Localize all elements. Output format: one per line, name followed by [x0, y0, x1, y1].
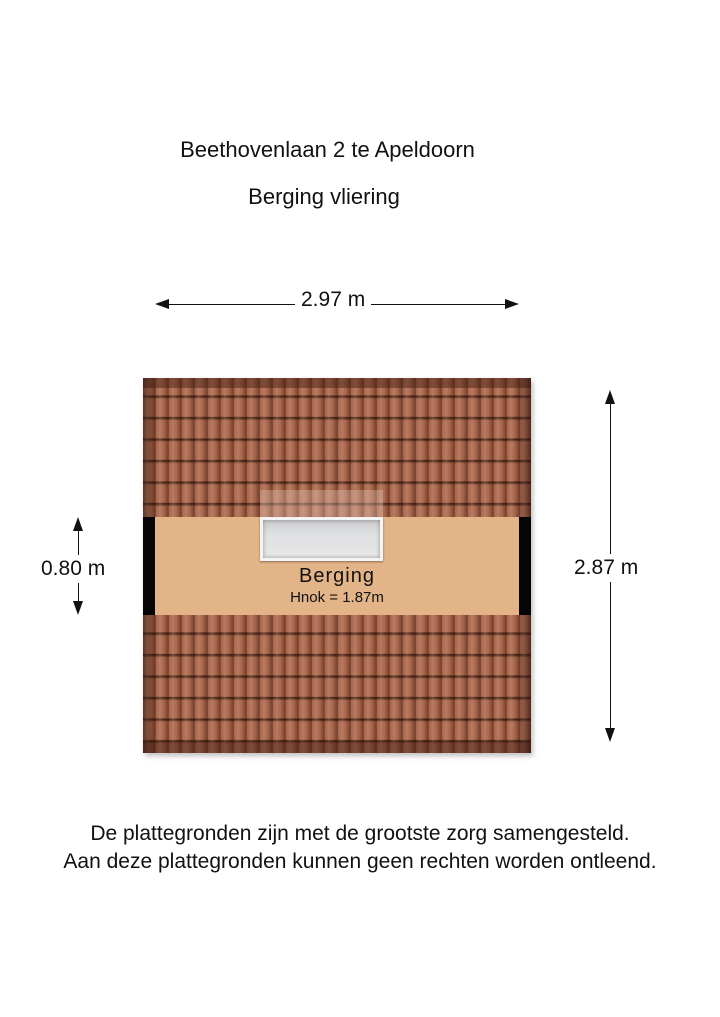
roof-edge-shade — [143, 615, 155, 753]
room-name-label: Berging — [299, 565, 375, 587]
property-address-title: Beethovenlaan 2 te Apeldoorn — [180, 137, 475, 162]
disclaimer-line-1: De plattegronden zijn met de grootste zorg samengesteld. — [90, 822, 630, 845]
arrow-down-icon — [605, 728, 615, 742]
floor-name-subtitle: Berging vliering — [248, 184, 400, 209]
disclaimer-line-2: Aan deze plattegronden kunnen geen rechten worden ontleend. — [63, 850, 657, 873]
roof-edge-shade — [143, 741, 531, 753]
arrow-right-icon — [505, 299, 519, 309]
skylight-icon — [260, 517, 383, 561]
roof-edge-shade — [519, 378, 531, 518]
floor-band-label: 0.80 m — [40, 555, 106, 583]
roof-edge-shade — [143, 378, 531, 388]
roof-edge-shade — [143, 378, 155, 518]
room-height-label: Hnok = 1.87m — [290, 589, 384, 606]
roof-edge-shade — [519, 615, 531, 753]
width-dimension — [155, 288, 519, 313]
arrow-down-icon — [73, 601, 83, 615]
roof-tiles-bottom — [143, 615, 531, 753]
depth-label: 2.87 m — [573, 554, 639, 582]
width-label: 2.97 m — [295, 288, 371, 312]
depth-dimension — [574, 390, 639, 742]
floor-band-dimension — [41, 517, 106, 615]
roof-floor-plan — [143, 378, 531, 753]
skylight-shadow — [260, 490, 383, 518]
